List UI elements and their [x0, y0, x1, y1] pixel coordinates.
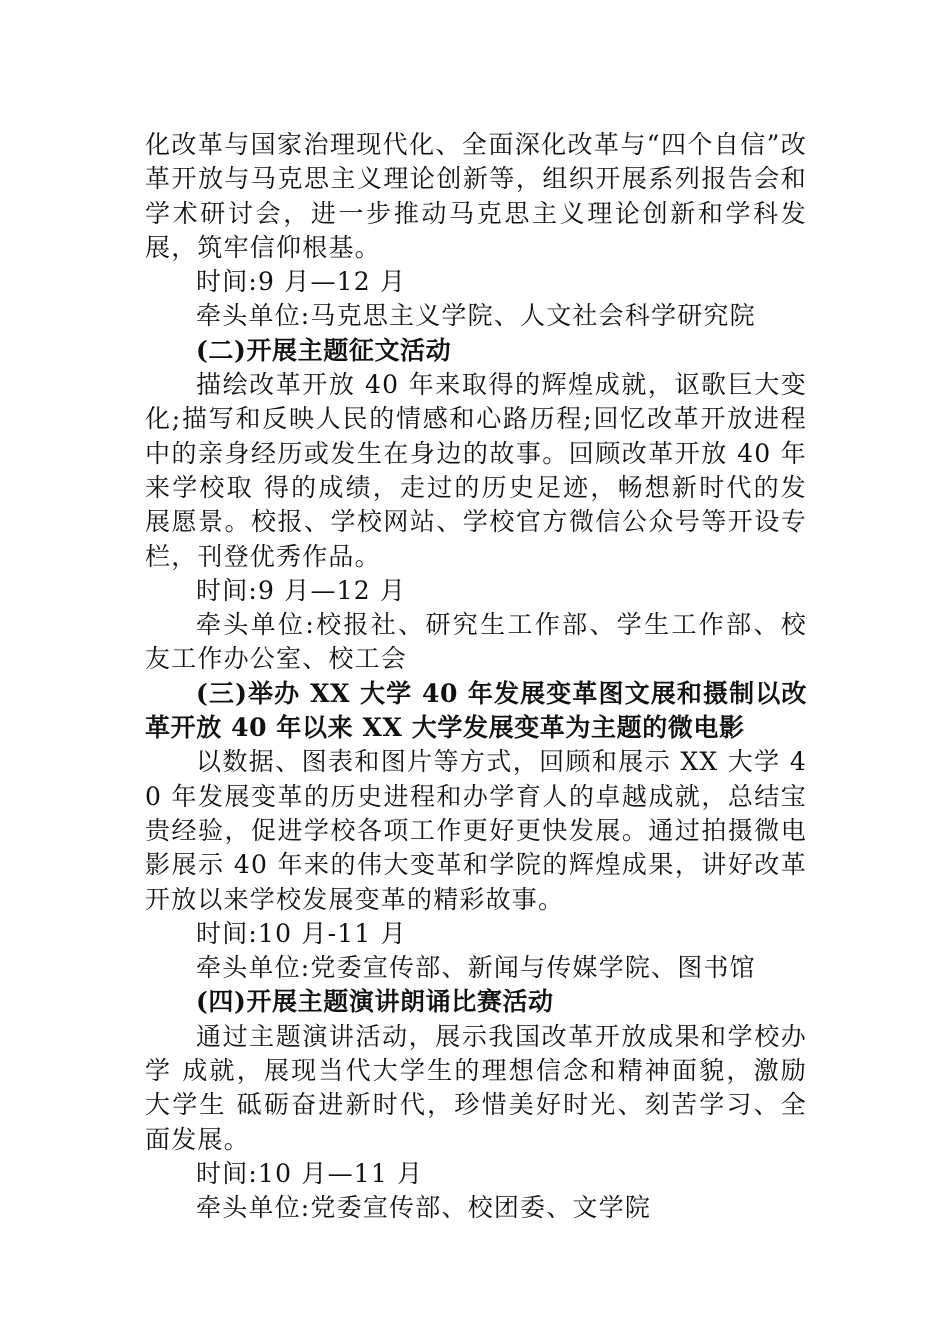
section3-body: 以数据、图表和图片等方式，回顾和展示 XX 大学 40 年发展变革的历史进程和办学育人的卓越成就，总结宝贵经验，促进学校各项工作更好更快发展。通过拍摄微电影展示 40 年来的伟大变革和学院的辉煌成果，讲好改革开放以来学校发展变革的精彩故事。: [145, 747, 807, 914]
section1-time: 时间:9 月—12 月: [196, 267, 407, 297]
section1-continuation: 化改革与国家治理现代化、全面深化改革与“四个自信”改革开放与马克思主义理论创新等，组织开展系列报告会和学术研讨会，进一步推动马克思主义理论创新和学科发展，筑牢信仰根基。: [145, 130, 807, 262]
section4-lead-units: 牵头单位:党委宣传部、校团委、文学院: [196, 1193, 652, 1223]
section2-time: 时间:9 月—12 月: [196, 575, 407, 605]
section1-lead-units: 牵头单位:马克思主义学院、人文社会科学研究院: [196, 301, 756, 331]
document-body: [145, 128, 807, 1226]
section3-heading: (三)举办 XX 大学 40 年发展变革图文展和摄制以改革开放 40 年以来 XX 大学发展变革为主题的微电影: [145, 678, 807, 743]
section2-lead-units: 牵头单位:校报社、研究生工作部、学生工作部、校友工作办公室、校工会: [145, 610, 807, 674]
section4-body: 通过主题演讲活动，展示我国改革开放成果和学校办学 成就，展现当代大学生的理想信念和精神面貌，激励大学生 砥砺奋进新时代，珍惜美好时光、刻苦学习、全面发展。: [145, 1021, 807, 1154]
section4-heading: (四)开展主题演讲朗诵比赛活动: [196, 987, 554, 1017]
section4-time: 时间:10 月—11 月: [196, 1158, 424, 1188]
section3-lead-units: 牵头单位:党委宣传部、新闻与传媒学院、图书馆: [196, 953, 756, 983]
section2-heading: (二)开展主题征文活动: [196, 335, 452, 365]
section3-time: 时间:10 月-11 月: [196, 918, 407, 948]
section2-body: 描绘改革开放 40 年来取得的辉煌成就，讴歌巨大变化;描写和反映人民的情感和心路历程;回忆改革开放进程中的亲身经历或发生在身边的故事。回顾改革开放 40 年来学校取 得的成绩，走过的历史足迹，畅想新时代的发展愿景。校报、学校网站、学校官方微信公众号等开设专栏，刊登优秀作品。: [145, 370, 807, 571]
